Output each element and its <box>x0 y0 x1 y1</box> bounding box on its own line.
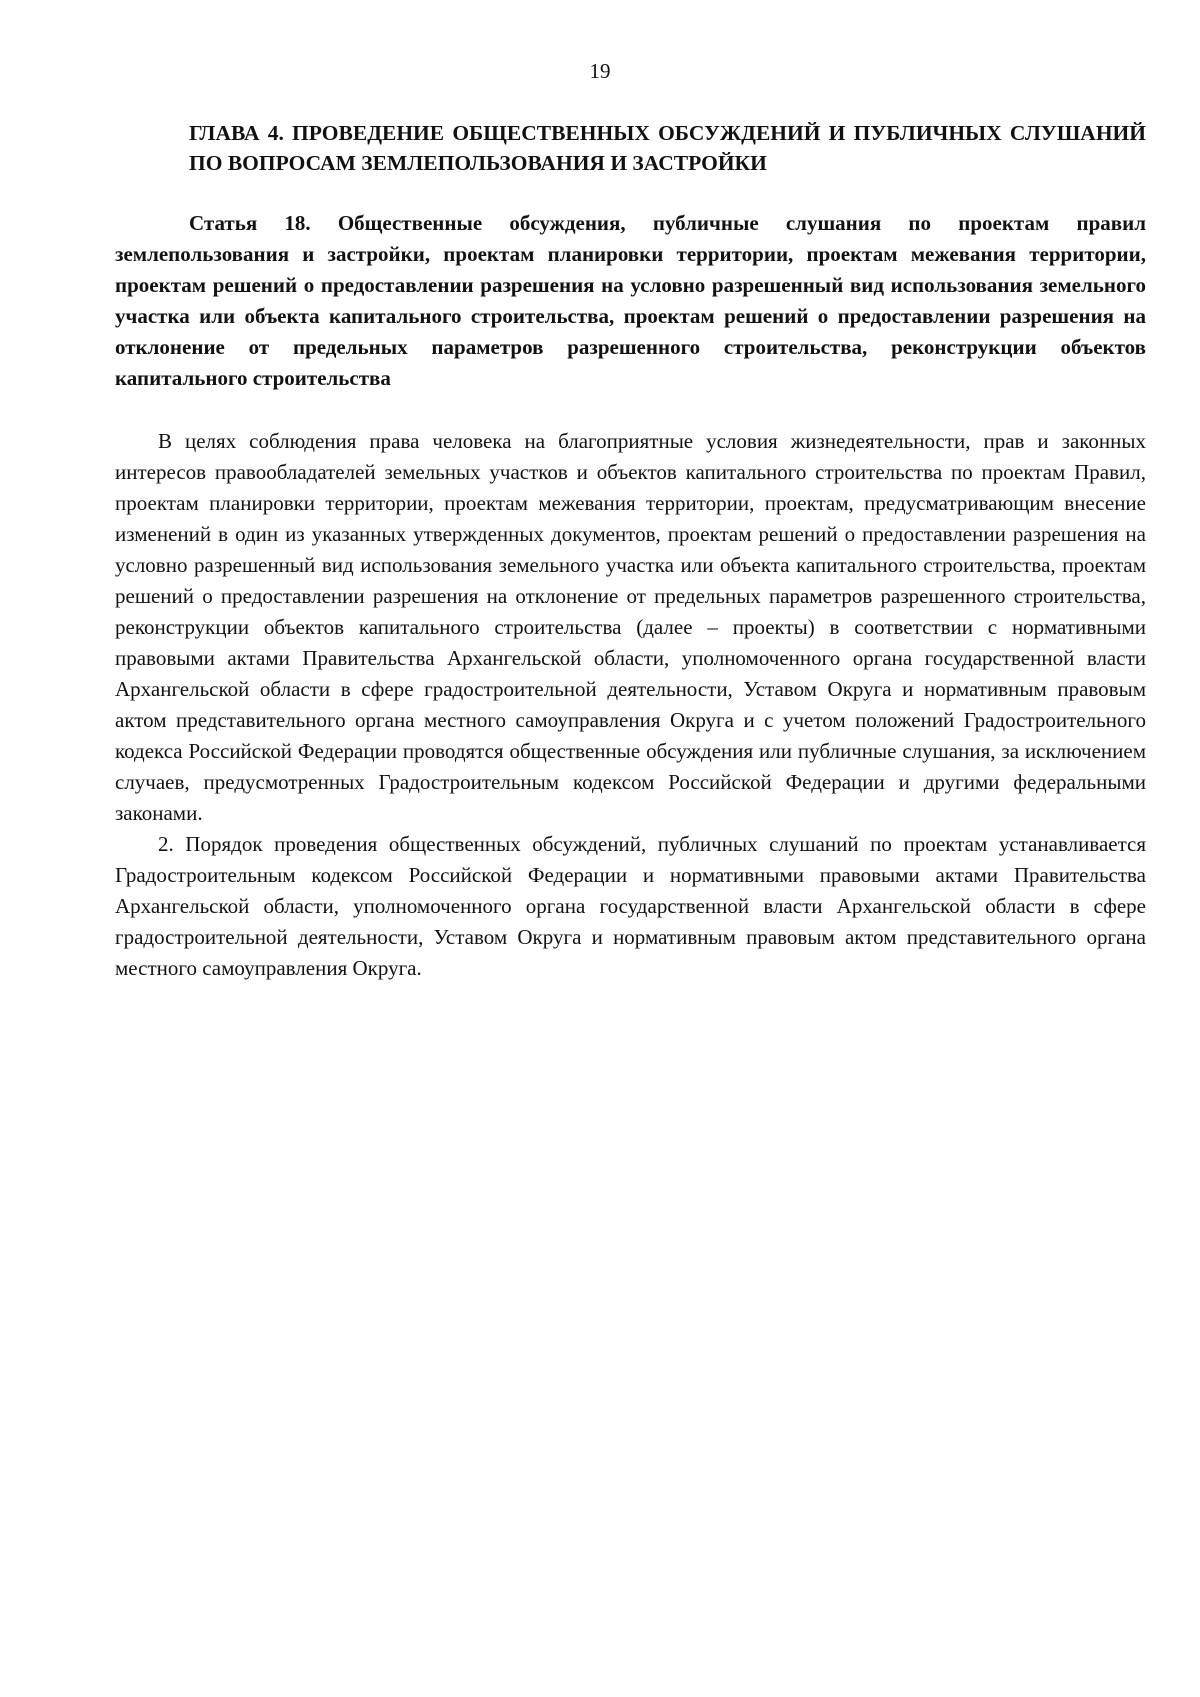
paragraph: В целях соблюдения права человека на благоприятные условия жизнедеятельности, прав и законных интересов правообладателей земельных участков и объектов капитального строительства по проектам Правил, проектам планировки территории, проектам межевания территории, проектам, предусматривающим внесение изменений в один из указанных утвержденных документов, проектам решений о предоставлении разрешения на условно разрешенный вид использования земельного участка или объекта капитального строительства, проектам решений о предоставлении разрешения на отклонение от предельных параметров разрешенного строительства, реконструкции объектов капитального строительства (далее – проекты) в соответствии с нормативными правовыми актами Правительства Архангельской области, уполномоченного органа государственной власти Архангельской области в сфере градостроительной деятельности, Уставом Округа и нормативным правовым актом представительного органа местного самоуправления Округа и с учетом положений Градостроительного кодекса Российской Федерации проводятся общественные обсуждения или публичные слушания, за исключением случаев, предусмотренных Градостроительным кодексом Российской Федерации и другими федеральными законами. <box>115 429 1146 825</box>
article-title: Статья 18. Общественные обсуждения, публичные слушания по проектам правил землепользования и застройки, проектам планировки территории, проектам межевания территории, проектам решений о предоставлении разрешения на условно разрешенный вид использования земельного участка или объекта капитального строительства, проектам решений о предоставлении разрешения на отклонение от предельных параметров разрешенного строительства, реконструкции объектов капитального строительства <box>115 211 1146 390</box>
chapter-title: ГЛАВА 4. ПРОВЕДЕНИЕ ОБЩЕСТВЕННЫХ ОБСУЖДЕНИЙ И ПУБЛИЧНЫХ СЛУШАНИЙ ПО ВОПРОСАМ ЗЕМЛЕПОЛЬЗОВАНИЯ И ЗАСТРОЙКИ <box>189 121 1146 175</box>
article-body <box>115 426 1146 984</box>
page-number: 19 <box>589 59 611 83</box>
paragraph: 2. Порядок проведения общественных обсуждений, публичных слушаний по проектам устанавливается Градостроительным кодексом Российской Федерации и нормативными правовыми актами Правительства Архангельской области, уполномоченного органа государственной власти Архангельской области в сфере градостроительной деятельности, Уставом Округа и нормативным правовым актом представительного органа местного самоуправления Округа. <box>115 832 1146 980</box>
